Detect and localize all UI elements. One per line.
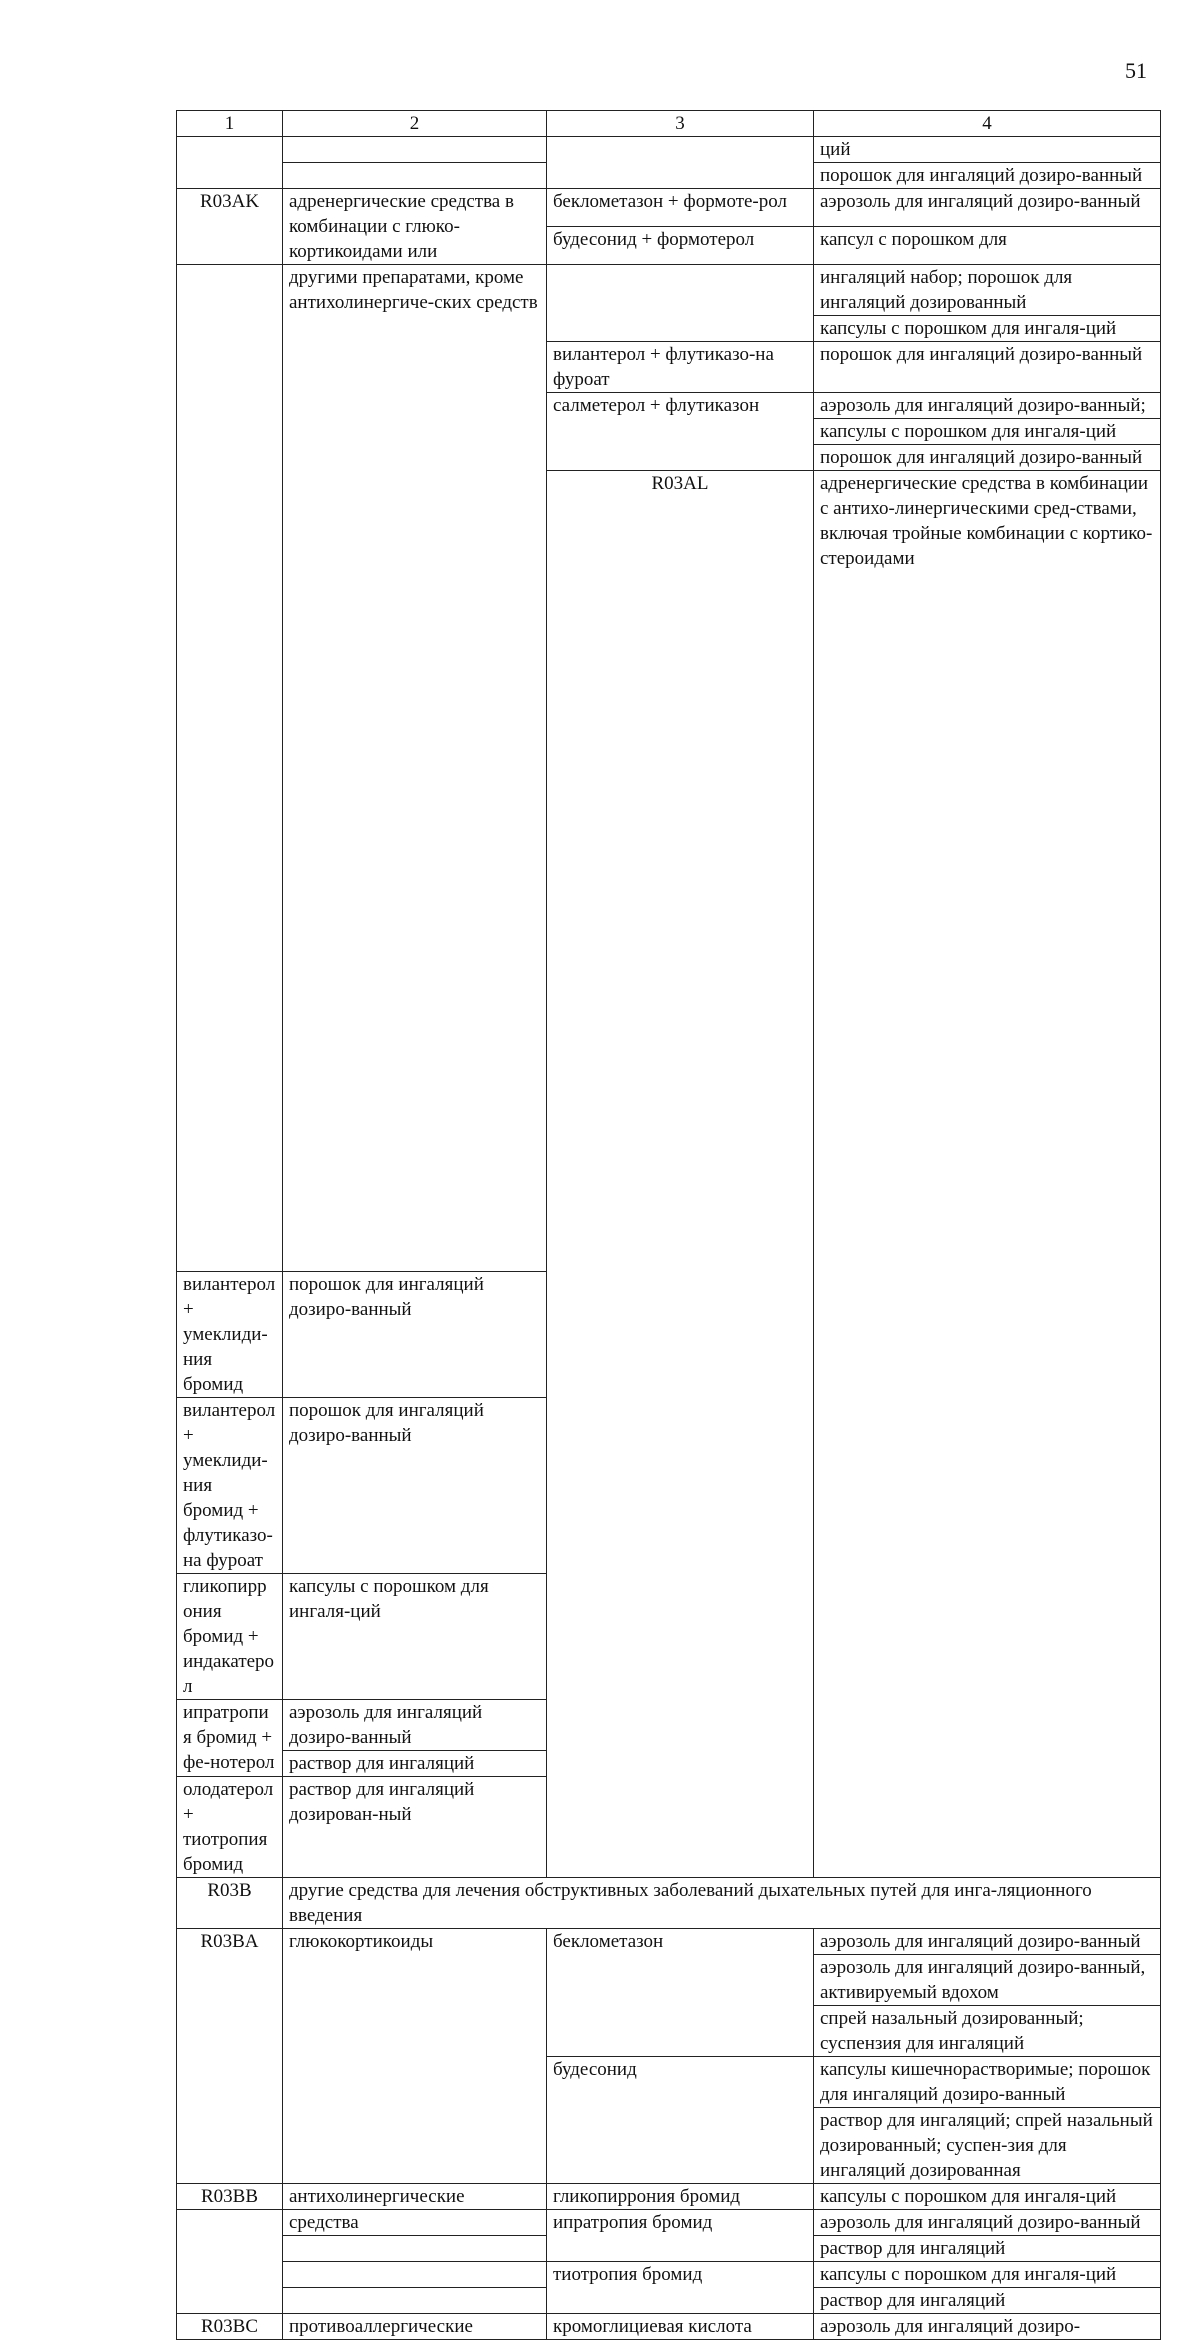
drug-cell [547, 137, 814, 189]
form-cell: капсул с порошком для [814, 227, 1161, 265]
table-row [177, 137, 1161, 163]
form-cell: аэрозоль для ингаляций дозиро-ванный; [814, 393, 1161, 419]
group-cell: глюкокортикоиды [283, 1929, 547, 2184]
form-cell: капсулы с порошком для ингаля-ций [814, 2184, 1161, 2210]
code-cell: R03BA [177, 1929, 283, 2184]
form-cell: порошок для ингаляций дозиро-ванный [283, 1398, 547, 1574]
code-cell: R03AK [177, 189, 283, 265]
table-row [177, 189, 1161, 227]
form-cell: капсулы с порошком для ингаля-ций [814, 2262, 1161, 2288]
form-cell: порошок для ингаляций дозиро-ванный [814, 445, 1161, 471]
drug-cell: вилантерол + флутиказо-на фуроат [547, 342, 814, 393]
drug-cell: ипратропия бромид [547, 2210, 814, 2262]
group-cell: другие средства для лечения обструктивных заболеваний дыхательных путей для инга-ляционного введения [283, 1878, 1161, 1929]
table-row [177, 2314, 1161, 2340]
drug-cell [547, 265, 814, 342]
header-col-1: 1 [177, 111, 283, 137]
group-cell: другими препаратами, кроме антихолинергиче-ских средств [283, 265, 547, 1272]
group-cell [283, 2262, 547, 2288]
code-cell: R03BC [177, 2314, 283, 2340]
page-number: 51 [1125, 58, 1147, 83]
drug-table [176, 110, 1161, 2340]
table-row [177, 1929, 1161, 1955]
table-row [177, 2262, 1161, 2288]
form-cell: аэрозоль для ингаляций дозиро-ванный [814, 189, 1161, 227]
form-cell: ций [814, 137, 1161, 163]
table-row [177, 1878, 1161, 1929]
drug-cell: кромоглициевая кислота [547, 2314, 814, 2340]
drug-cell: салметерол + флутиказон [547, 393, 814, 471]
group-cell: средства [283, 2210, 547, 2236]
table-row [177, 265, 1161, 316]
drug-cell: гликопиррония бромид [547, 2184, 814, 2210]
form-cell: аэрозоль для ингаляций дозиро-ванный, активируемый вдохом [814, 1955, 1161, 2006]
form-cell: порошок для ингаляций дозиро-ванный [814, 163, 1161, 189]
drug-cell: беклометазон [547, 1929, 814, 2057]
form-cell: порошок для ингаляций дозиро-ванный [283, 1272, 547, 1398]
form-cell: капсулы с порошком для ингаля-ций [283, 1574, 547, 1700]
code-cell: R03B [177, 1878, 283, 1929]
form-cell: спрей назальный дозированный; суспензия для ингаляций [814, 2006, 1161, 2057]
table-row [177, 2184, 1161, 2210]
form-cell: капсулы кишечнорастворимые; порошок для ингаляций дозиро-ванный [814, 2057, 1161, 2108]
group-cell: адренергические средства в комбинации с антихо-линергическими сред-ствами, включая тройные комбинации с кортико-стероидами [814, 471, 1161, 1878]
drug-cell: ипратропия бромид + фе-нотерол [177, 1700, 283, 1777]
group-cell [283, 163, 547, 189]
group-cell: антихолинергические [283, 2184, 547, 2210]
header-col-2: 2 [283, 111, 547, 137]
form-cell: раствор для ингаляций [283, 1751, 547, 1777]
group-cell: противоаллергические [283, 2314, 547, 2340]
drug-cell: олодатерол + тиотропия бромид [177, 1777, 283, 1878]
table-header-row [177, 111, 1161, 137]
header-col-4: 4 [814, 111, 1161, 137]
code-cell [177, 265, 283, 1272]
code-cell [177, 137, 283, 189]
drug-cell: тиотропия бромид [547, 2262, 814, 2314]
drug-cell: беклометазон + формоте-рол [547, 189, 814, 227]
form-cell: аэрозоль для ингаляций дозиро-ванный [814, 1929, 1161, 1955]
table-row [177, 2210, 1161, 2236]
header-col-3: 3 [547, 111, 814, 137]
drug-cell: будесонид [547, 2057, 814, 2184]
group-cell [283, 2288, 547, 2314]
form-cell: раствор для ингаляций [814, 2236, 1161, 2262]
drug-cell: вилантерол + умеклиди-ния бромид [177, 1272, 283, 1398]
code-cell: R03AL [547, 471, 814, 1878]
drug-cell: будесонид + формотерол [547, 227, 814, 265]
group-cell [283, 2236, 547, 2262]
form-cell: ингаляций набор; порошок для ингаляций дозированный [814, 265, 1161, 316]
form-cell: аэрозоль для ингаляций дозиро- [814, 2314, 1161, 2340]
group-cell [283, 137, 547, 163]
form-cell: раствор для ингаляций; спрей назальный дозированный; суспен-зия для ингаляций дозированная [814, 2108, 1161, 2184]
form-cell: аэрозоль для ингаляций дозиро-ванный [283, 1700, 547, 1751]
code-cell: R03BB [177, 2184, 283, 2210]
form-cell: раствор для ингаляций дозирован-ный [283, 1777, 547, 1878]
form-cell: капсулы с порошком для ингаля-ций [814, 316, 1161, 342]
form-cell: капсулы с порошком для ингаля-ций [814, 419, 1161, 445]
form-cell: раствор для ингаляций [814, 2288, 1161, 2314]
group-cell: адренергические средства в комбинации с глюко-кортикоидами или [283, 189, 547, 265]
drug-cell: гликопиррония бромид + индакатерол [177, 1574, 283, 1700]
code-cell [177, 2210, 283, 2314]
form-cell: порошок для ингаляций дозиро-ванный [814, 342, 1161, 393]
form-cell: аэрозоль для ингаляций дозиро-ванный [814, 2210, 1161, 2236]
drug-cell: вилантерол + умеклиди-ния бромид + флутиказо-на фуроат [177, 1398, 283, 1574]
